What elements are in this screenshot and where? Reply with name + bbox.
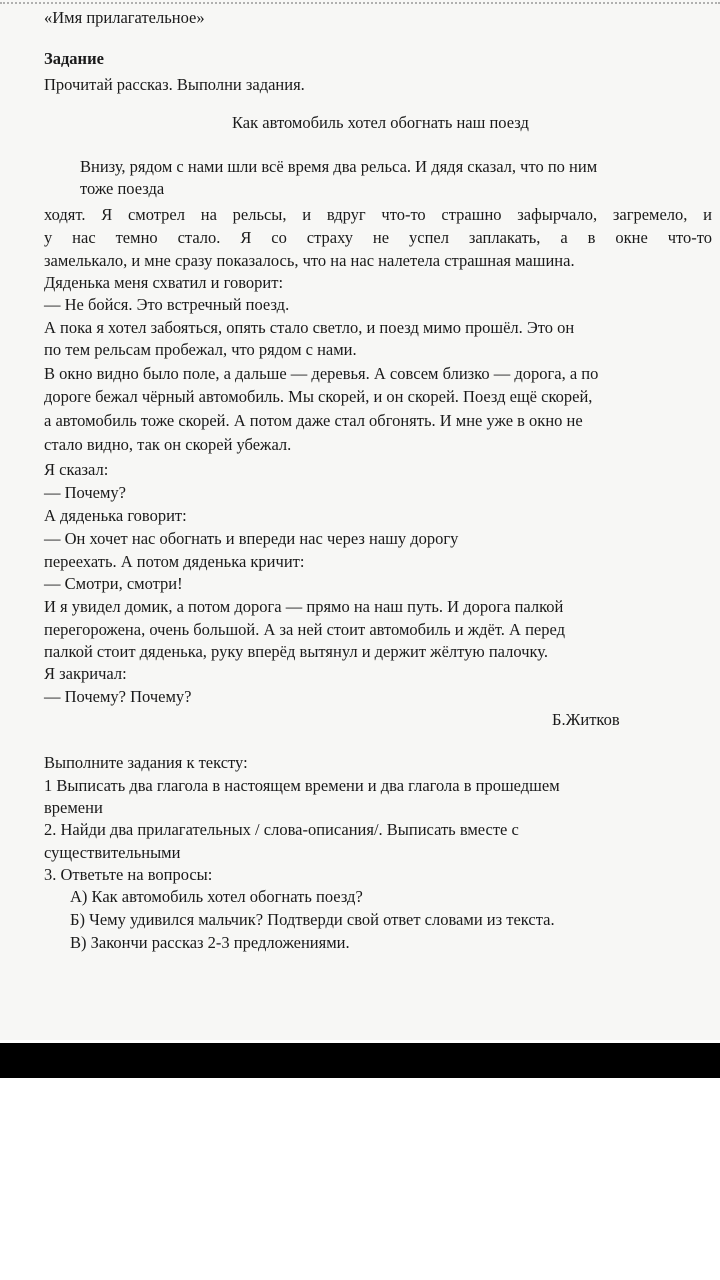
story-line: по тем рельсам пробежал, что рядом с нами. (44, 340, 357, 359)
story-line: А дяденька говорит: (44, 506, 187, 525)
story-line: перегорожена, очень большой. А за ней стоит автомобиль и ждёт. А перед (44, 620, 565, 639)
story-line: Я сказал: (44, 460, 109, 479)
story-line: — Смотри, смотри! (44, 574, 183, 593)
story-line: тоже поезда (80, 179, 165, 198)
task-line: 1 Выписать два глагола в настоящем времени и два глагола в прошедшем (44, 776, 560, 795)
task-line: А) Как автомобиль хотел обогнать поезд? (70, 887, 363, 906)
story-line: у нас темно стало. Я со страху не успел заплакать, а в окне что-то (44, 228, 712, 247)
task-line: 2. Найди два прилагательных / слова-описания/. Выписать вместе с (44, 820, 519, 839)
story-line: дороге бежал чёрный автомобиль. Мы скорей, и он скорей. Поезд ещё скорей, (44, 387, 593, 406)
tasks-heading: Выполните задания к тексту: (44, 753, 248, 772)
story-line: замелькало, и мне сразу показалось, что на нас налетела страшная машина. (44, 251, 575, 270)
story-line: а автомобиль тоже скорей. А потом даже стал обгонять. И мне уже в окно не (44, 411, 583, 430)
story-line: — Почему? (44, 483, 127, 502)
story-line: стало видно, так он скорей убежал. (44, 435, 292, 454)
story-title: Как автомобиль хотел обогнать наш поезд (232, 113, 529, 132)
blank-bottom-area (0, 1078, 720, 1280)
story-line: — Он хочет нас обогнать и впереди нас через нашу дорогу (44, 529, 459, 548)
story-line: И я увидел домик, а потом дорога — прямо на наш путь. И дорога палкой (44, 597, 564, 616)
task-line: времени (44, 798, 103, 817)
cut-top-edge (0, 0, 720, 4)
story-line: А пока я хотел забояться, опять стало светло, и поезд мимо прошёл. Это он (44, 318, 575, 337)
topic-line: «Имя прилагательное» (44, 8, 205, 27)
task-line: 3. Ответьте на вопросы: (44, 865, 213, 884)
task-line: существительными (44, 843, 181, 862)
task-line: В) Закончи рассказ 2-3 предложениями. (70, 933, 350, 952)
black-separator-bar (0, 1043, 720, 1078)
story-line: ходят. Я смотрел на рельсы, и вдруг что-то страшно зафырчало, загремело, и (44, 205, 712, 224)
story-line: — Почему? Почему? (44, 687, 192, 706)
story-line: палкой стоит дяденька, руку вперёд вытянул и держит жёлтую палочку. (44, 642, 548, 661)
story-line: В окно видно было поле, а дальше — деревья. А совсем близко — дорога, а по (44, 364, 599, 383)
story-line: Я закричал: (44, 664, 127, 683)
task-line: Б) Чему удивился мальчик? Подтверди свой ответ словами из текста. (70, 910, 555, 929)
task-label: Задание (44, 49, 104, 68)
instruction-line: Прочитай рассказ. Выполни задания. (44, 75, 305, 94)
story-line: Внизу, рядом с нами шли всё время два рельса. И дядя сказал, что по ним (80, 157, 598, 176)
story-line: Дяденька меня схватил и говорит: (44, 273, 284, 292)
story-author: Б.Житков (552, 710, 620, 729)
story-line: — Не бойся. Это встречный поезд. (44, 295, 290, 314)
story-line: переехать. А потом дяденька кричит: (44, 552, 305, 571)
